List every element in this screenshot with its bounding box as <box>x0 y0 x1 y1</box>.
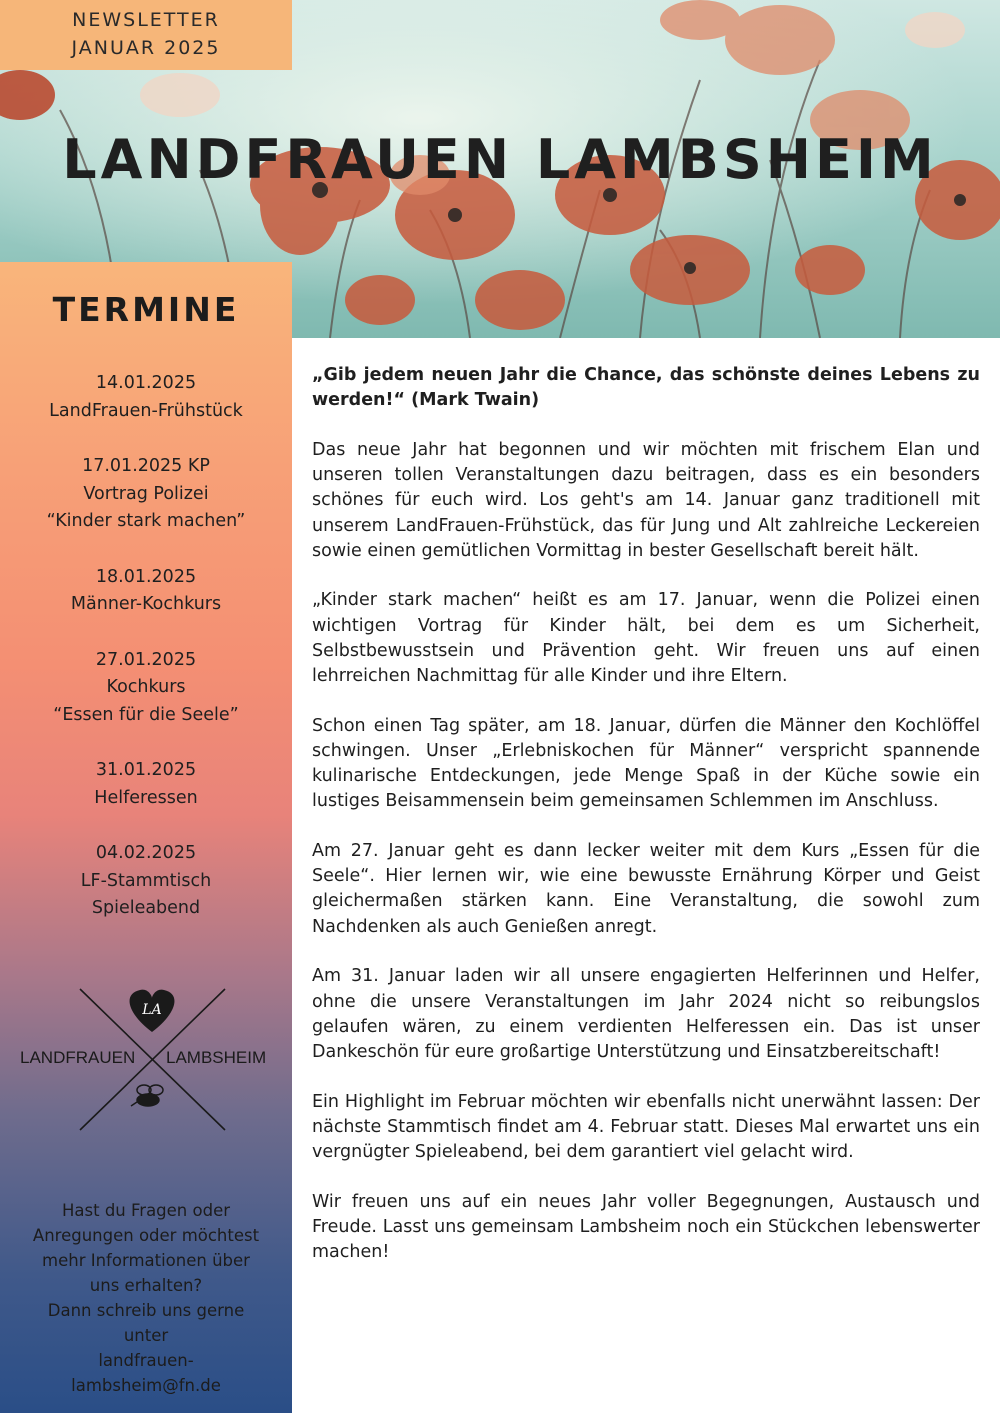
event-title: LandFrauen-Frühstück <box>49 400 243 421</box>
newsletter-date: JANUAR 2025 <box>71 37 221 59</box>
logo-monogram: LA <box>142 1002 162 1018</box>
page-title: LANDFRAUEN LAMBSHEIM <box>62 128 938 191</box>
paragraph: Schon einen Tag später, am 18. Januar, dürfen die Männer den Kochlöffel schwingen. Unser „Erlebniskochen für Männer“ verspricht spannende kulinarische Entdeckungen, jede Menge Spaß in der Küche sowie ein lustiges Beisammensein beim gemeinsamen Schlemmen im Anschluss. <box>312 715 980 812</box>
event-title: LF-Stammtisch <box>80 870 212 891</box>
event-title: Vortrag Polizei <box>83 483 209 504</box>
event-list <box>0 370 292 951</box>
event-item <box>0 757 292 812</box>
sidebar <box>0 262 292 1413</box>
sidebar-heading: TERMINE <box>52 290 240 329</box>
paragraph: Ein Highlight im Februar möchten wir ebenfalls nicht unerwähnt lassen: Der nächste Stammtisch findet am 4. Februar statt. Dieses Mal erwartet uns ein vergnügter Spieleabend, bei dem garantiert viel gelacht wird. <box>312 1091 980 1163</box>
contact-line: Hast du Fragen oder <box>61 1201 231 1220</box>
event-subtitle: “Kinder stark machen” <box>46 511 246 531</box>
event-date: 04.02.2025 <box>95 843 197 863</box>
paragraph: Am 31. Januar laden wir all unsere engagierten Helferinnen und Helfer, ohne die unsere Veranstaltungen im Jahr 2024 nicht so reibungslos gelaufen wären, zu einem verdienten Helferessen ein. Das ist unser Dankeschön für eure großartige Unterstützung und Einsatzbereitschaft! <box>312 966 980 1062</box>
event-title: Kochkurs <box>106 677 186 697</box>
bee-icon <box>131 1085 163 1106</box>
event-title: Helferessen <box>94 787 198 808</box>
contact-line: Dann schreib uns gerne <box>47 1301 245 1320</box>
logo-text-left: LANDFRAUEN <box>20 1048 136 1067</box>
event-date: 17.01.2025 KP <box>82 456 210 476</box>
opening-quote: „Gib jedem neuen Jahr die Chance, das schönste deines Lebens zu werden!“ (Mark Twain) <box>312 365 980 411</box>
event-item <box>0 647 292 730</box>
event-subtitle: “Essen für die Seele” <box>53 704 239 725</box>
article-body <box>312 363 980 1290</box>
event-item <box>0 564 292 619</box>
event-date: 14.01.2025 <box>95 373 197 393</box>
event-subtitle: Spieleabend <box>91 898 201 918</box>
event-title: Männer-Kochkurs <box>70 594 222 614</box>
contact-email-line[interactable]: lambsheim@fn.de <box>71 1376 221 1395</box>
contact-line: uns erhalten? <box>89 1276 203 1295</box>
contact-line: unter <box>123 1326 169 1345</box>
event-item <box>0 840 292 923</box>
paragraph: Das neue Jahr hat begonnen und wir möchten mit frischem Elan und unseren tollen Veranstaltungen dazu beitragen, dass es ein besonders schönes für euch wird. Los geht's am 14. Januar ganz traditionell mit unserem LandFrauen-Frühstück, das für Jung und Alt zahlreiche Leckereien sowie einen gemütlichen Vormittag in bester Gesellschaft bereit hält. <box>312 439 980 561</box>
event-date: 18.01.2025 <box>95 566 197 587</box>
contact-info <box>10 1198 282 1398</box>
contact-line: Anregungen oder möchtest <box>32 1226 260 1245</box>
event-item <box>0 370 292 425</box>
logo-text-right: LAMBSHEIM <box>166 1048 267 1067</box>
paragraph: „Kinder stark machen“ heißt es am 17. Januar, wenn die Polizei einen wichtigen Vortrag für Kinder hält, bei dem es um Sicherheit, Selbstbewusstsein und Prävention geht. Wir freuen uns auf einen lehrreichen Nachmittag für alle Kinder und ihre Eltern. <box>312 590 980 687</box>
contact-email-line[interactable]: landfrauen- <box>98 1351 194 1370</box>
paragraph: Am 27. Januar geht es dann lecker weiter mit dem Kurs „Essen für die Seele“. Hier lernen wir, wie eine bewusste Ernährung Körper und Geist gleichermaßen stärken kann. Eine Veranstaltung, die sowohl zum Nachdenken als auch Genießen anregt. <box>312 841 980 937</box>
newsletter-tag <box>0 0 292 70</box>
newsletter-label: NEWSLETTER <box>72 9 220 31</box>
event-date: 27.01.2025 <box>95 649 197 670</box>
event-date: 31.01.2025 <box>95 760 197 780</box>
landfrauen-logo <box>18 984 274 1134</box>
contact-line: mehr Informationen über <box>42 1251 250 1270</box>
paragraph: Wir freuen uns auf ein neues Jahr voller Begegnungen, Austausch und Freude. Lasst uns gemeinsam Lambsheim noch ein Stückchen lebenswerter machen! <box>312 1191 980 1263</box>
event-item <box>0 453 292 536</box>
